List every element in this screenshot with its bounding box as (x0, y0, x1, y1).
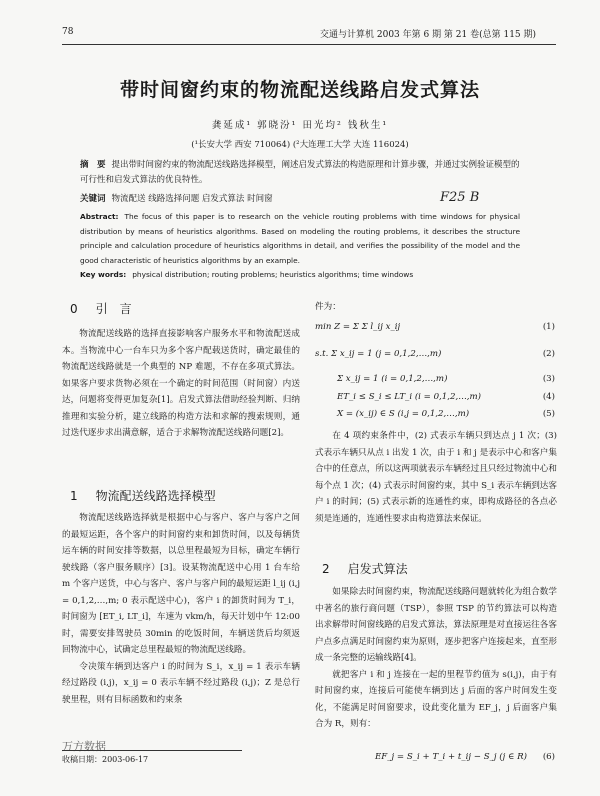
equation-6-number: (6) (542, 752, 555, 762)
section-0-title: 引 言 (95, 302, 132, 316)
section-2-number: 2 (322, 562, 330, 576)
equation-6-body: EF_j = S_i + T_i + t_ij − S_j (j ∈ R) (375, 752, 527, 762)
paper-title: 带时间窗约束的物流配送线路启发式算法 (119, 79, 480, 101)
equation-3-body: Σ x_ij = 1 (i = 0,1,2,…,m) (337, 374, 448, 384)
handwritten-note: F25 B (440, 190, 480, 205)
section-0-heading (70, 300, 132, 317)
keywords-cn-text: 物流配送 线路选择问题 启发式算法 时间窗 (111, 194, 273, 204)
received-date: 收稿日期：2003-06-17 (62, 755, 149, 764)
section-2-heading (322, 560, 408, 577)
equation-3 (315, 374, 557, 384)
equation-1-number: (1) (542, 322, 555, 332)
authors: 龚延成¹ 郭晓汾¹ 田光均² 钱秋生¹ (211, 120, 389, 131)
constraints-paragraph: 在 4 项约束条件中，(2) 式表示车辆只到达点 j 1 次；(3) 式表示车辆只从点 i 出发 1 次，由于 i 和 j 是表示中心和客户集合中的任意点，所以这两项就表示车辆经过且只经过物流中心和每个点 1 次；(4) 式表示时间窗约束，其中 S_i 表示车辆到达客户 i 的时间；(5) 式表示新的连通性约束，即构成路径的各点必须是连通的，连通性要求由构造算法来保证。 (315, 431, 557, 524)
equation-1-body: min Z = Σ Σ l_ij x_ij (315, 322, 401, 332)
journal-header: 交通与计算机 2003 年第 6 期 第 21 卷(总第 115 期) (320, 30, 537, 40)
model-paragraph-2: 令决策车辆到达客户 i 的时间为 S_i，x_ij = 1 表示车辆经过路段 (i,j)，x_ij = 0 表示车辆不经过路段 (i,j)；Z 是总行驶里程，则有目标函数和约束条 (62, 661, 300, 705)
footnote-rule (62, 750, 242, 751)
section-1-heading (70, 487, 216, 504)
section-1-number: 1 (70, 489, 78, 503)
section-2-title: 启发式算法 (347, 562, 408, 576)
keywords-cn-label: 关键词 (80, 194, 106, 204)
equation-5 (315, 409, 557, 419)
equation-4-body: ET_i ≤ S_i ≤ LT_i (i = 0,1,2,…,m) (337, 392, 482, 402)
abstract-en (80, 210, 520, 268)
algorithm-paragraph-2: 就把客户 i 和 j 连接在一起的里程节约值为 s(i,j)，由于有时间窗约束，连接后可能使车辆到达 j 后面的客户时间发生变化，不能满足时间窗要求，设此变化量为 EF_j，j 后面客户集合为 R，则有： (315, 669, 557, 729)
abstract-cn-label: 摘 要 (80, 160, 106, 170)
abstract-cn (80, 158, 520, 188)
equation-3-number: (3) (542, 374, 555, 384)
affiliation: (¹长安大学 西安 710064) (²大连理工大学 大连 116024) (191, 140, 409, 150)
abstract-en-text: The focus of this paper is to research on the vehicle routing problems with time windows for physical distribution by means of heuristics algorithms. Based on modeling the routing problems, it describes the structure principle and calculation procedure of heuristics algorithms in detail, and verifies the possibility of the model and the good characteristic of heuristics algorithms by an example. (80, 212, 520, 265)
section-0-number: 0 (70, 302, 78, 316)
page-number: 78 (62, 27, 74, 37)
keywords-en (80, 268, 520, 283)
continued-text: 件为： (315, 302, 341, 312)
equation-2 (315, 349, 557, 359)
header-rule (62, 44, 556, 45)
equation-4 (315, 392, 557, 402)
equation-2-body: s.t. Σ x_ij = 1 (j = 0,1,2,…,m) (315, 349, 442, 359)
equation-2-number: (2) (542, 349, 555, 359)
algorithm-paragraph-1: 如果除去时间窗约束，物流配送线路问题就转化为组合数学中著名的旅行商问题（TSP），参照 TSP 的节约算法可以构造出求解带时间窗线路的启发式算法，算法原理是对直接运往各客户点多点满足时间窗约束为原则，逐步把客户连接起来，直至形成一条完整的运输线路[4]。 (315, 587, 557, 663)
model-paragraph-1: 物流配送线路选择就是根据中心与客户、客户与客户之间的最短运距，各个客户的时间窗约束和卸货时间，以及每辆货运车辆的时间安排等数据，以总里程最短为目标，确定车辆行驶线路（客户服务顺序）[3]。设某物流配送中心用 1 台车给 m 个客户送货，中心与客户、客户与客户间的最短运距 l_ij (i,j = 0,1,2,…,m; 0 表示配送中心)，客户 i 的卸货时间为 T_i，时间窗为 [ET_i, LT_i]，车速为 vkm/h，每天计划中午 12:00 时，需要安排驾驶员 30min 的吃饭时间，车辆送货后均须返回物流中心，试确定总里程最短的物流配送线路。 (62, 513, 300, 655)
equation-5-number: (5) (542, 409, 555, 419)
equation-1 (315, 322, 557, 332)
equation-5-body: X = (x_ij) ∈ S (i,j = 0,1,2,…,m) (337, 409, 470, 419)
watermark: 万方数据 (62, 740, 106, 753)
keywords-en-text: physical distribution; routing problems; heuristics algorithms; time windows (132, 270, 414, 279)
abstract-en-label: Abstract: (80, 212, 119, 221)
abstract-cn-text: 提出带时间窗约束的物流配送线路选择模型，阐述启发式算法的构造原理和计算步骤，并通过实例验证模型的可行性和启发式算法的优良特性。 (80, 160, 520, 185)
keywords-en-label: Key words: (80, 270, 127, 279)
section-1-title: 物流配送线路选择模型 (95, 489, 216, 503)
equation-4-number: (4) (542, 392, 555, 402)
equation-6 (315, 752, 557, 762)
intro-paragraph: 物流配送线路的选择直接影响客户服务水平和物流配送成本。当物流中心一台车只为多个客户配载送货时，确定最佳的物流配送线路就是一个典型的 NP 难题，不存在多项式算法。如果客户要求货物必须在一个确定的时间范围（时间窗）内送达，问题将变得更加复杂[1]。启发式算法借助经验判断、归纳推理和实验分析，建立线路的构造方法和求解的搜索规则，通过迭代逐步求出满意解，适合于求解物流配送线路问题[2]。 (62, 329, 300, 438)
